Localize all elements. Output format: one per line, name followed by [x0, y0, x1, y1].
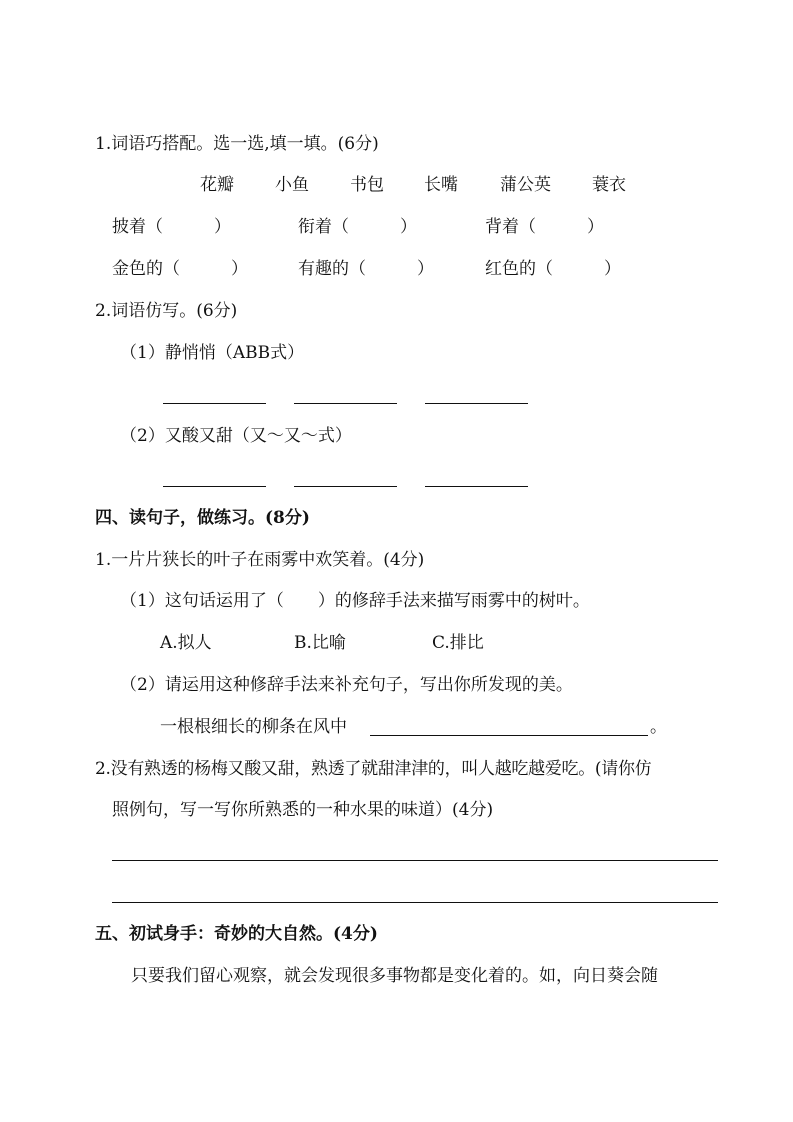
sec4-q1: 1.一片片狭长的叶子在雨雾中欢笑着。(4分)	[95, 550, 425, 570]
fill-prefix: 一根根细长的柳条在风中	[160, 717, 347, 737]
answer-blank[interactable]	[294, 403, 397, 404]
word-option: 蓑衣	[592, 175, 626, 195]
sec4-q1-sub2: （2）请运用这种修辞手法来补充句子，写出你所发现的美。	[120, 675, 573, 695]
answer-blank[interactable]	[163, 486, 266, 487]
word-option: 长嘴	[424, 175, 458, 195]
choice-b[interactable]: B.比喻	[294, 633, 346, 653]
answer-blank[interactable]	[163, 403, 266, 404]
sec4-q1-sub1: （1）这句话运用了（ ）的修辞手法来描写雨雾中的树叶。	[120, 591, 590, 611]
sec4-q2-line2: 照例句，写一写你所熟悉的一种水果的味道）(4分)	[112, 800, 494, 820]
match-item[interactable]: 披着（ ）	[112, 217, 231, 237]
match-item[interactable]: 有趣的（ ）	[298, 259, 434, 279]
word-option: 书包	[350, 175, 384, 195]
q2-sub1: （1）静悄悄（ABB式）	[120, 343, 305, 363]
answer-line[interactable]	[112, 902, 718, 903]
section-5-title: 五、初试身手：奇妙的大自然。(4分)	[95, 924, 378, 944]
match-item[interactable]: 衔着（ ）	[298, 217, 417, 237]
answer-blank[interactable]	[294, 486, 397, 487]
q2-title: 2.词语仿写。(6分)	[95, 301, 238, 321]
match-item[interactable]: 红色的（ ）	[485, 259, 621, 279]
section-4-title: 四、读句子，做练习。(8分)	[95, 508, 310, 528]
answer-blank[interactable]	[425, 486, 528, 487]
q1-title: 1.词语巧搭配。选一选,填一填。(6分)	[95, 134, 379, 154]
choice-c[interactable]: C.排比	[432, 633, 484, 653]
fill-suffix: 。	[650, 717, 667, 737]
sec4-q2-line1: 2.没有熟透的杨梅又酸又甜，熟透了就甜津津的，叫人越吃越爱吃。(请你仿	[95, 759, 652, 779]
choice-a[interactable]: A.拟人	[160, 633, 212, 653]
word-option: 蒲公英	[500, 175, 551, 195]
answer-line[interactable]	[112, 860, 718, 861]
answer-blank[interactable]	[370, 735, 648, 736]
answer-blank[interactable]	[425, 403, 528, 404]
sec5-paragraph: 只要我们留心观察，就会发现很多事物都是变化着的。如，向日葵会随	[131, 966, 658, 986]
word-option: 花瓣	[200, 175, 234, 195]
match-item[interactable]: 金色的（ ）	[112, 259, 248, 279]
match-item[interactable]: 背着（ ）	[485, 217, 604, 237]
q2-sub2: （2）又酸又甜（又～又～式）	[120, 426, 352, 446]
word-option: 小鱼	[275, 175, 309, 195]
